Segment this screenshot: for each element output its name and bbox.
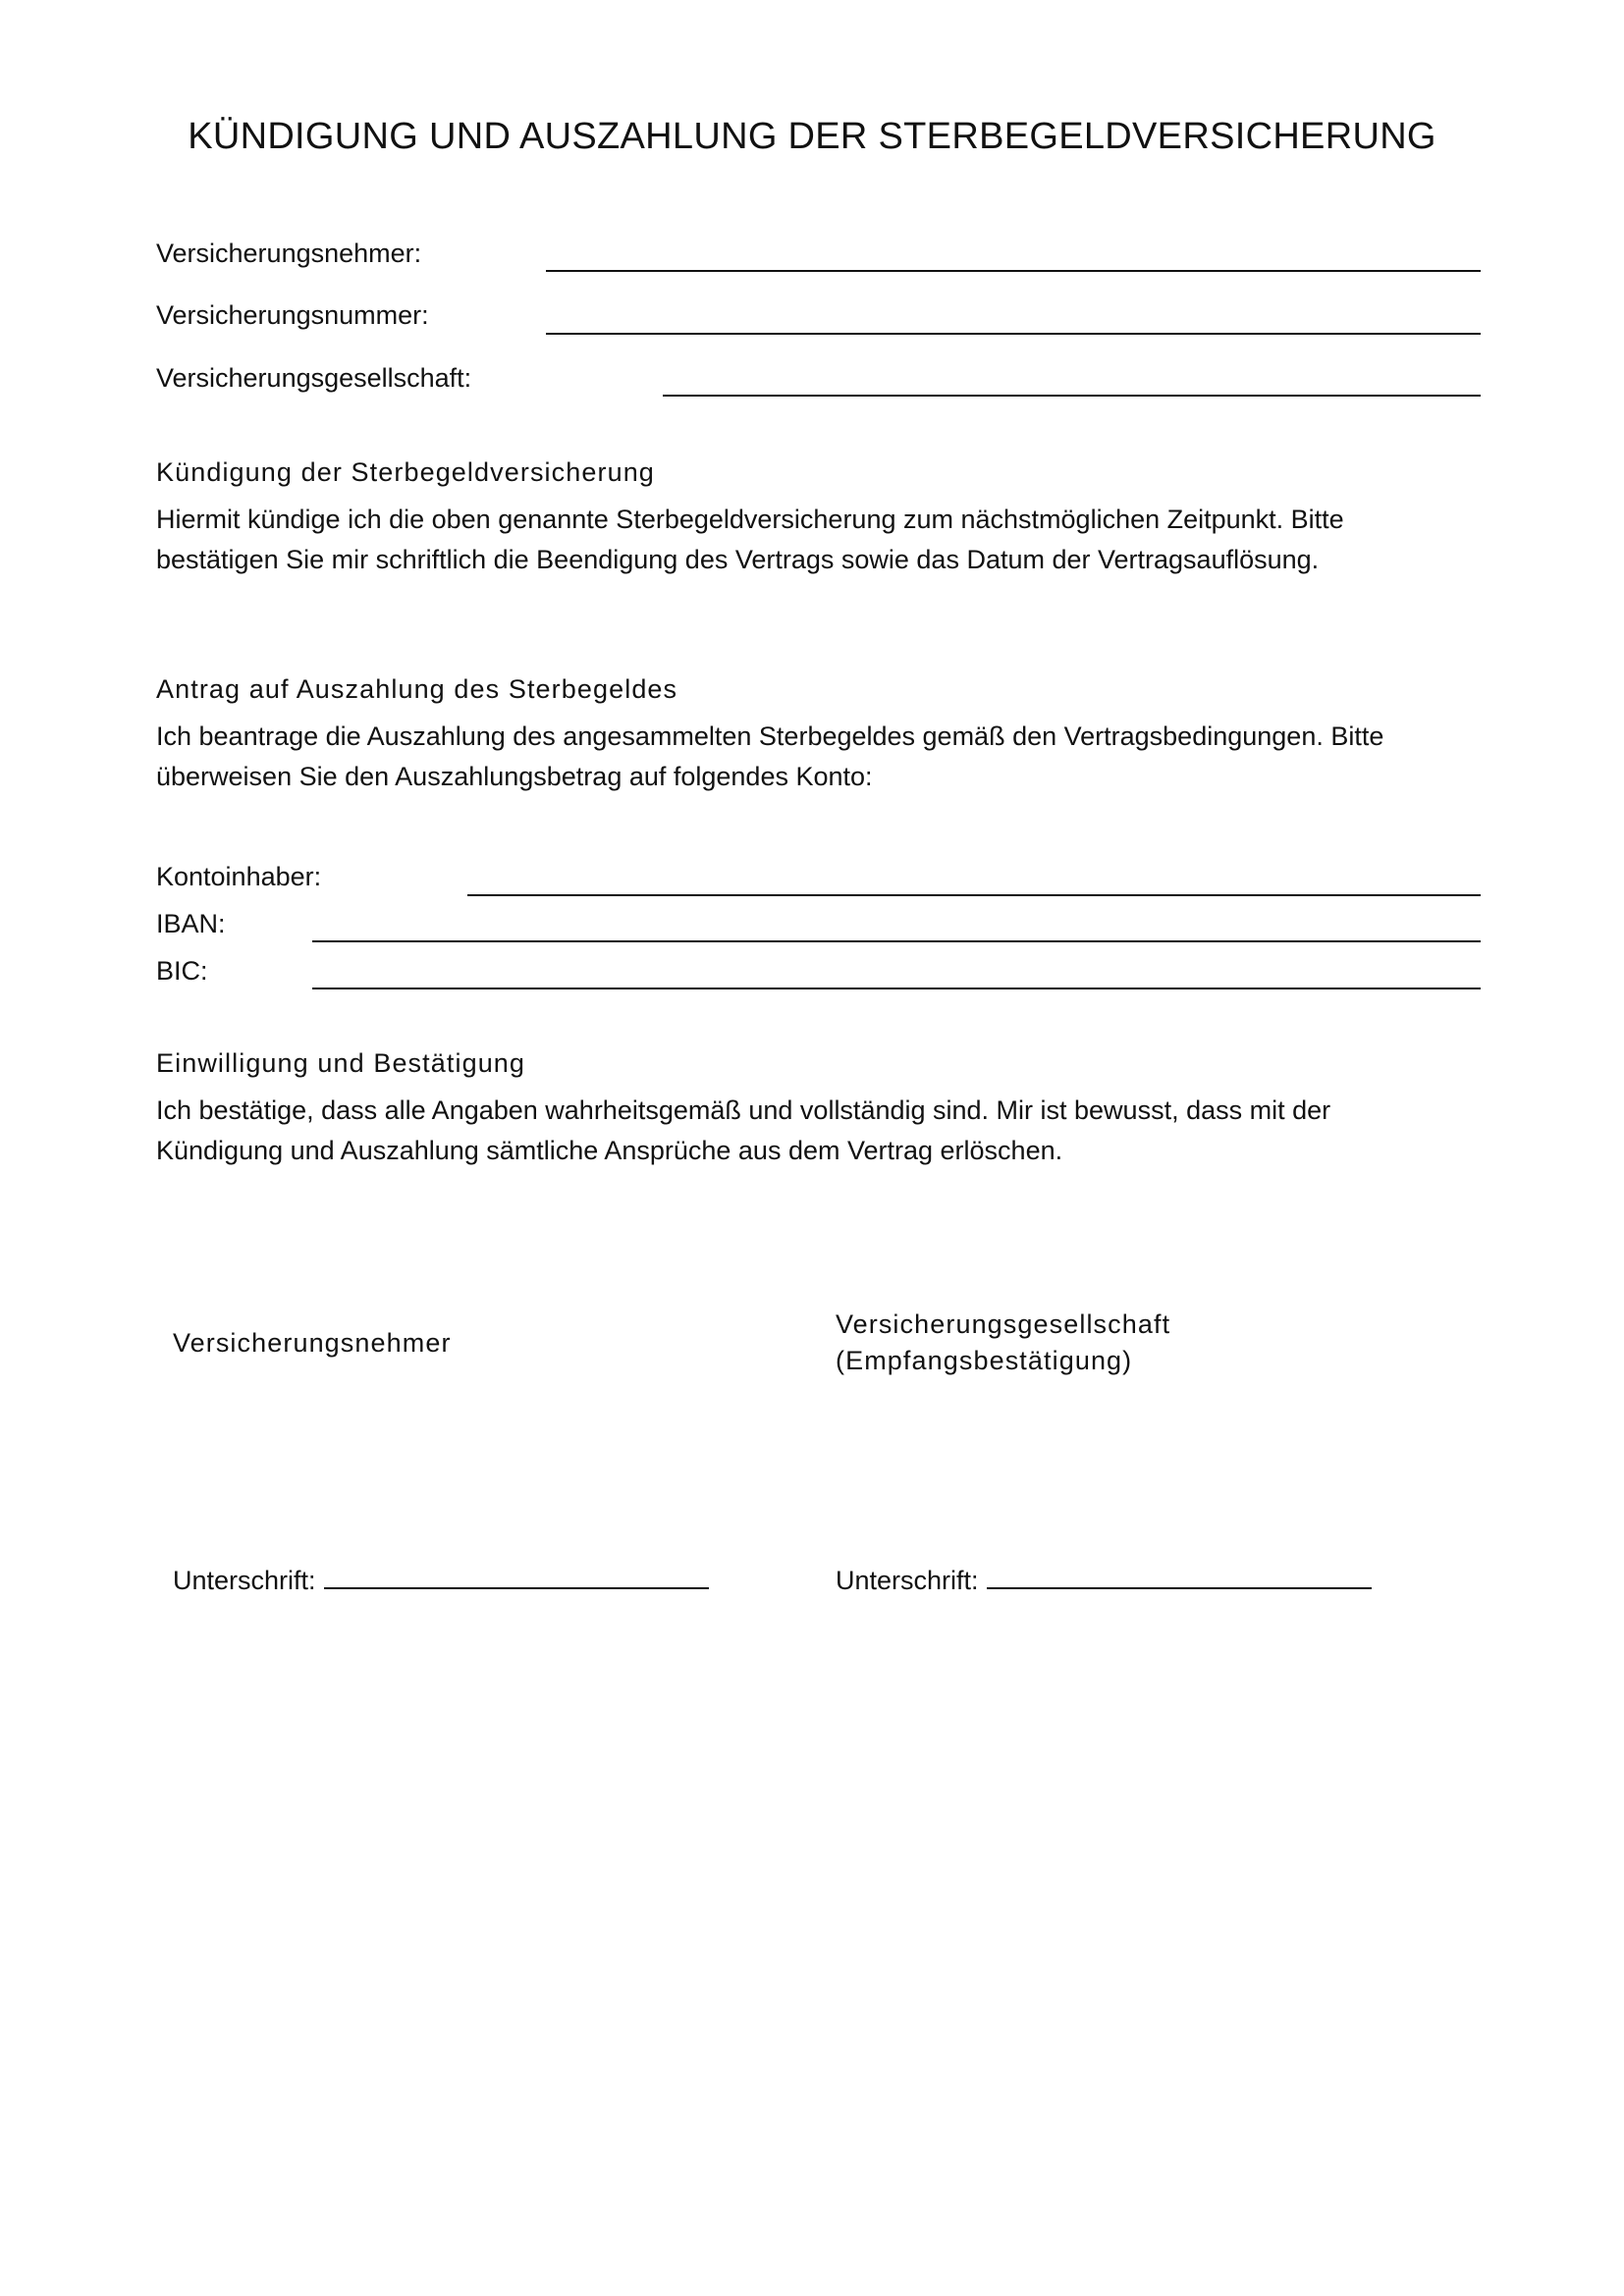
payout-heading: Antrag auf Auszahlung des Sterbegeldes — [156, 674, 678, 704]
signature-right — [836, 1564, 1372, 1596]
policy-holder-label: Versicherungsnehmer: — [156, 239, 422, 268]
signature-right-input-line[interactable] — [987, 1564, 1372, 1589]
policy-number-input-line[interactable] — [546, 333, 1481, 335]
policy-number-label: Versicherungsnummer: — [156, 300, 429, 330]
iban-input-line[interactable] — [312, 940, 1481, 942]
document-title: KÜNDIGUNG UND AUSZAHLUNG DER STERBEGELDVERSICHERUNG — [188, 116, 1436, 157]
cancellation-text-line-2: bestätigen Sie mir schriftlich die Beendigung des Vertrags sowie das Datum der Vertragsauflösung. — [156, 545, 1320, 574]
payout-text-line-2: überweisen Sie den Auszahlungsbetrag auf folgendes Konto: — [156, 762, 873, 791]
bic-label: BIC: — [156, 956, 208, 986]
signature-left-heading: Versicherungsnehmer — [173, 1328, 452, 1358]
insurance-company-input-line[interactable] — [663, 395, 1481, 397]
iban-label: IBAN: — [156, 909, 226, 938]
cancellation-heading: Kündigung der Sterbegeldversicherung — [156, 457, 655, 487]
consent-heading: Einwilligung und Bestätigung — [156, 1048, 526, 1078]
signature-right-heading-line-1: Versicherungsgesellschaft — [836, 1309, 1171, 1339]
signature-left-label: Unterschrift: — [173, 1566, 316, 1595]
account-holder-input-line[interactable] — [467, 894, 1481, 896]
payout-text — [156, 717, 1550, 797]
account-holder-label: Kontoinhaber: — [156, 862, 322, 891]
payout-text-line-1: Ich beantrage die Auszahlung des angesammelten Sterbegeldes gemäß den Vertragsbedingungen. Bitte — [156, 721, 1384, 751]
consent-text — [156, 1091, 1550, 1171]
signature-left-input-line[interactable] — [324, 1564, 709, 1589]
signature-left — [173, 1564, 709, 1596]
policy-holder-input-line[interactable] — [546, 270, 1481, 272]
cancellation-text — [156, 500, 1550, 580]
signature-right-heading-line-2: (Empfangsbestätigung) — [836, 1346, 1133, 1375]
bic-input-line[interactable] — [312, 988, 1481, 989]
cancellation-text-line-1: Hiermit kündige ich die oben genannte Sterbegeldversicherung zum nächstmöglichen Zeitpunkt. Bitte — [156, 505, 1344, 534]
signature-right-label: Unterschrift: — [836, 1566, 979, 1595]
consent-text-line-2: Kündigung und Auszahlung sämtliche Ansprüche aus dem Vertrag erlöschen. — [156, 1136, 1063, 1165]
insurance-company-label: Versicherungsgesellschaft: — [156, 363, 472, 393]
signature-right-heading — [836, 1307, 1170, 1379]
consent-text-line-1: Ich bestätige, dass alle Angaben wahrheitsgemäß und vollständig sind. Mir ist bewusst, dass mit der — [156, 1095, 1331, 1125]
